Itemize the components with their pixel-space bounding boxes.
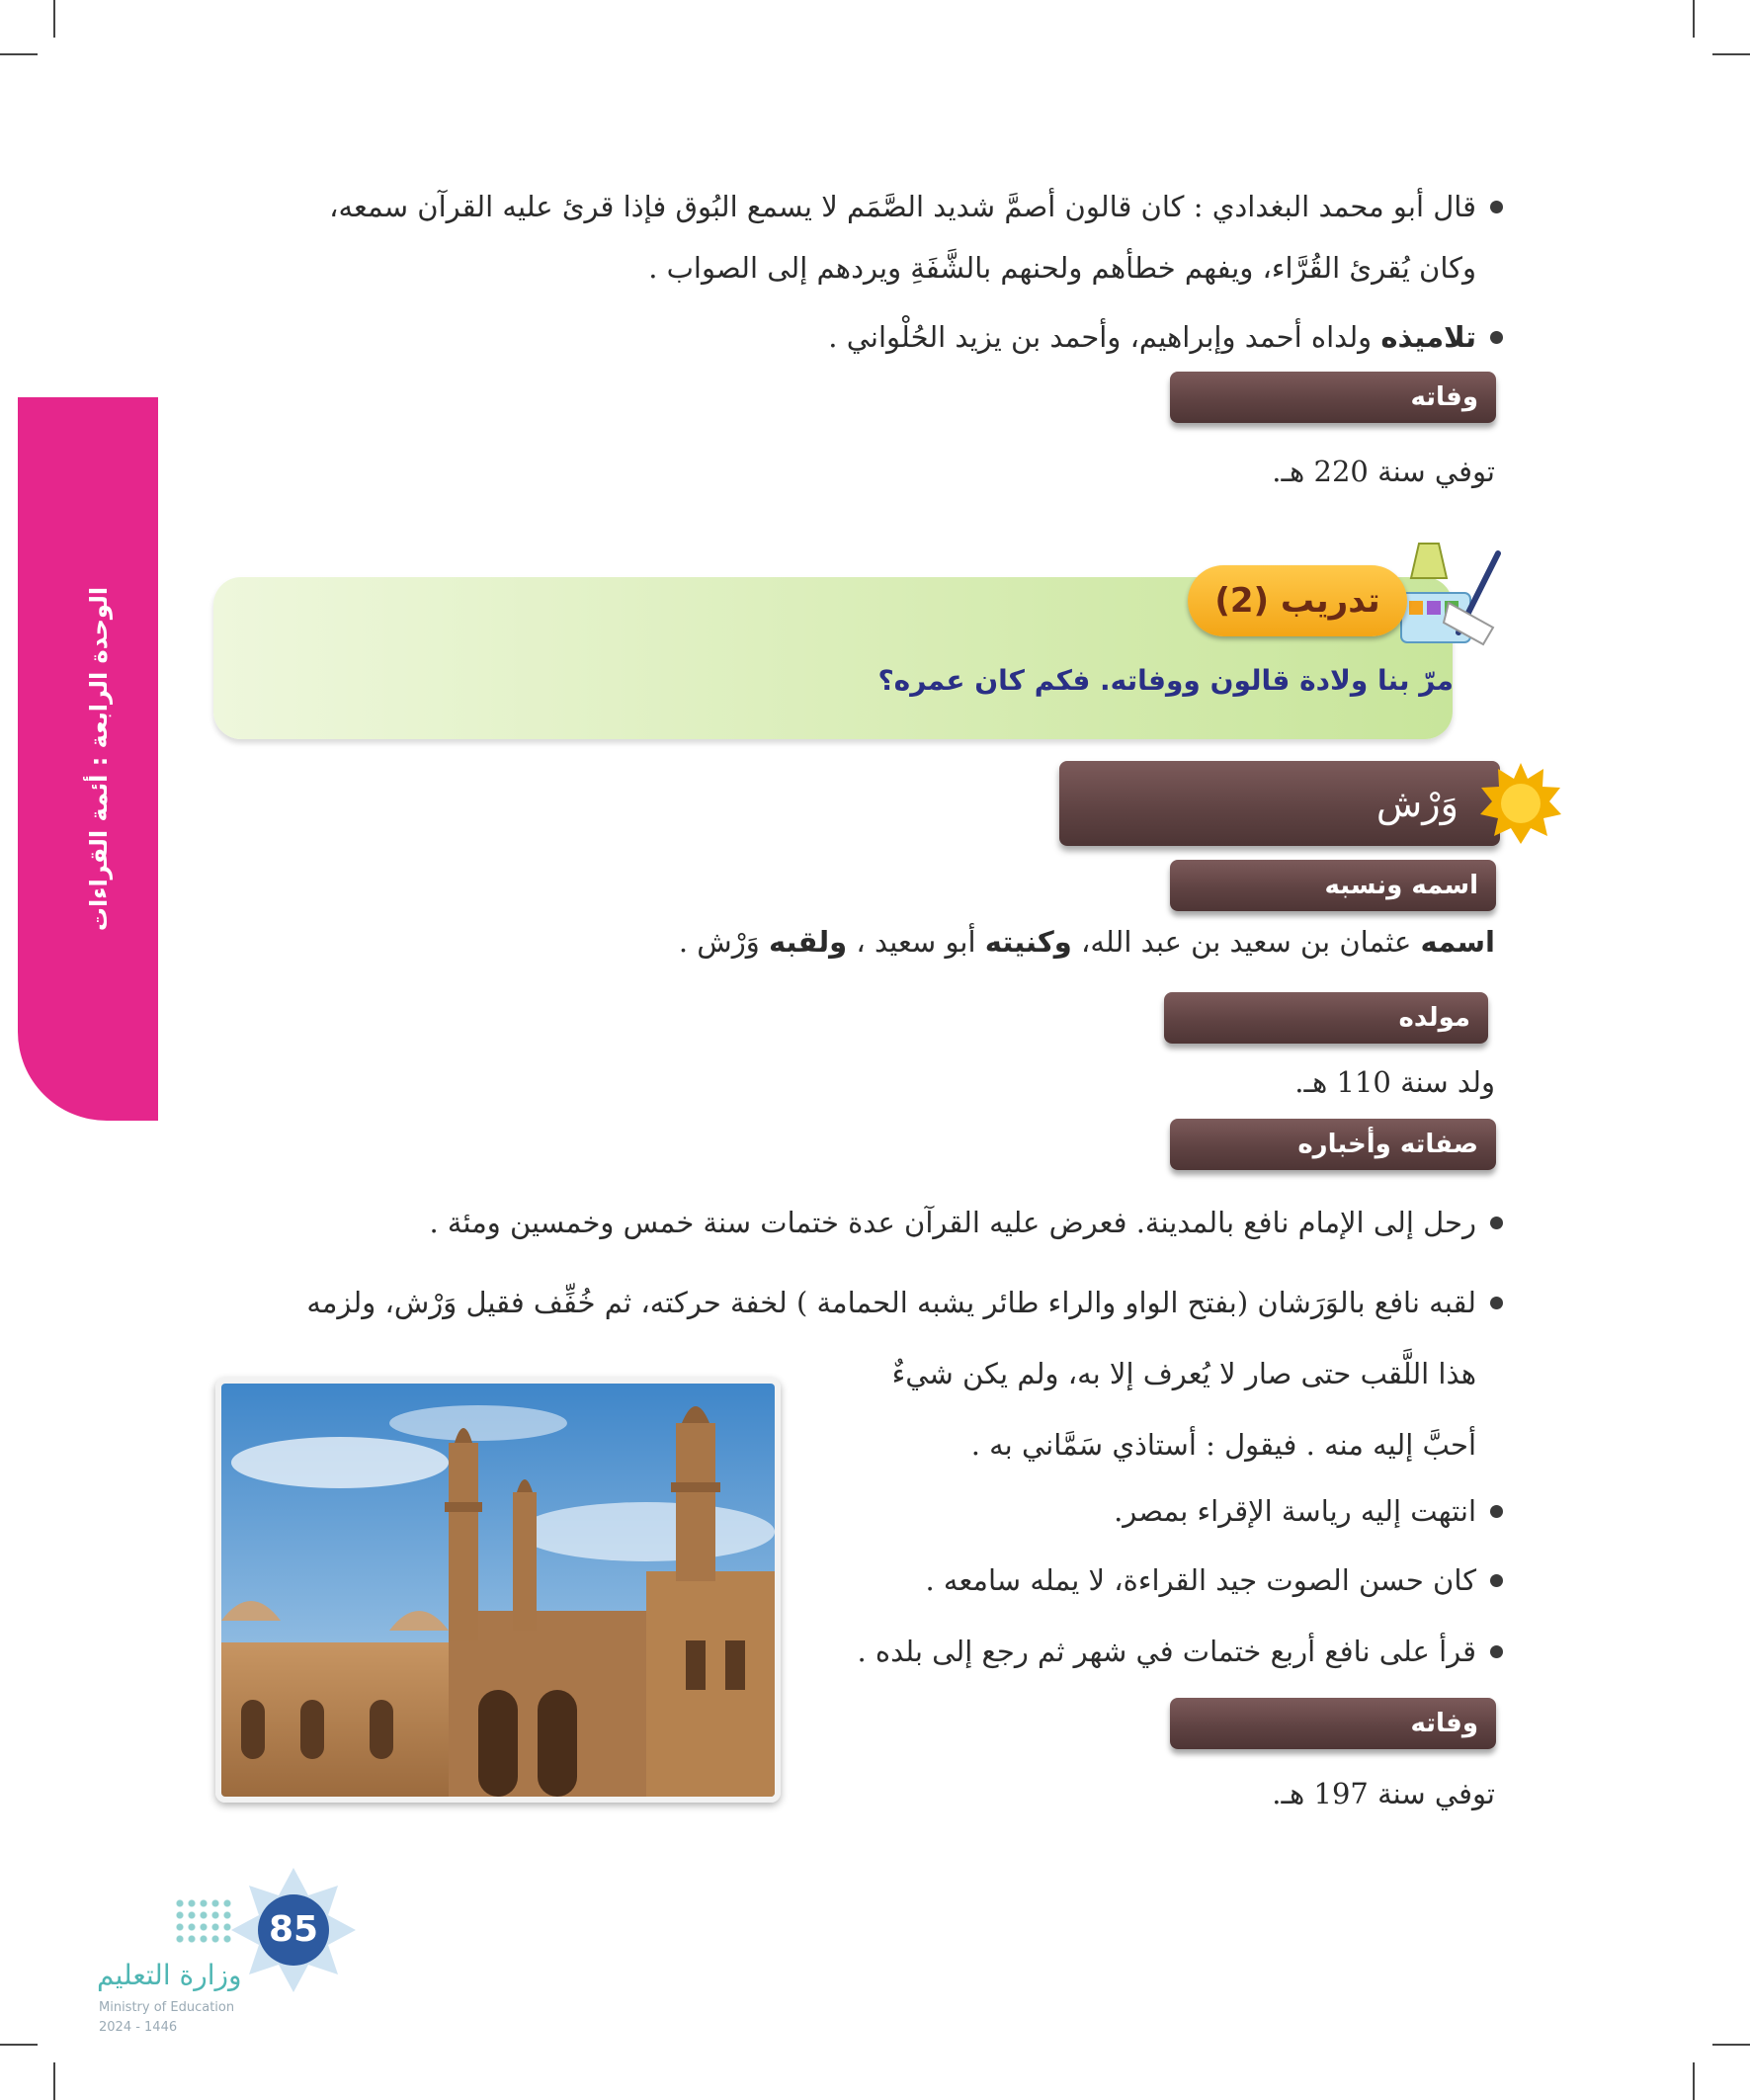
- qalun-death-text: توفي سنة 220 هـ.: [1272, 455, 1495, 488]
- qalun-death-heading: وفاته: [1170, 372, 1496, 423]
- crop-mark: [0, 53, 38, 55]
- crop-mark: [0, 2044, 38, 2046]
- ministry-name-ar: وزارة التعليم: [97, 1959, 242, 1991]
- mosque-illustration: [221, 1384, 775, 1797]
- kunya-value: أبو سعيد ،: [847, 925, 985, 959]
- students-text: ولداه أحمد وإبراهيم، وأحمد بن يزيد الحُلْواني .: [828, 320, 1381, 354]
- name-label: اسمه: [1420, 925, 1495, 959]
- crop-mark: [53, 0, 55, 38]
- crop-mark: [53, 2062, 55, 2100]
- ministry-name-en: Ministry of Education: [99, 2000, 235, 2015]
- page-number: 85: [268, 1909, 319, 1950]
- bullet-dot: [1490, 201, 1503, 213]
- exercise-question: مرّ بنا ولادة قالون ووفاته. فكم كان عمره؟: [877, 664, 1454, 697]
- crop-mark: [1712, 2044, 1750, 2046]
- bullet-dot: [1490, 1645, 1503, 1658]
- trait-5: [811, 1621, 1503, 1682]
- qalun-bullet-1: [258, 176, 1503, 298]
- warsh-death-text: توفي سنة 197 هـ.: [1272, 1777, 1495, 1810]
- trait-3: [811, 1480, 1503, 1542]
- sun-badge-icon: [1478, 761, 1563, 846]
- trait-4-text: كان حسن الصوت جيد القراءة، لا يمله سامعه .: [925, 1563, 1476, 1597]
- warsh-name-text: [679, 911, 1495, 972]
- ministry-logo-dots: [174, 1897, 233, 1943]
- qalun-bullet-1-line-1: قال أبو محمد البغدادي : كان قالون أصمَّ شديد الصَّمَم لا يسمع البُوق فإذا قرئ عليه القرآن سمعه،: [329, 190, 1476, 223]
- qalun-bullet-2: [258, 306, 1503, 368]
- mosque-photo: [215, 1378, 781, 1803]
- kunya-label: وكنيته: [984, 925, 1072, 959]
- warsh-death-heading: وفاته: [1170, 1698, 1496, 1749]
- name-value: عثمان بن سعيد بن عبد الله،: [1071, 925, 1421, 959]
- trait-3-text: انتهت إليه رياسة الإقراء بمصر.: [1114, 1494, 1476, 1528]
- trait-1: [258, 1192, 1503, 1253]
- unit-side-tab: [18, 397, 158, 1121]
- qalun-bullet-1-line-2: وكان يُقرئ القُرَّاء، ويفهم خطأهم ولحنهم بالشَّفَةِ ويردهم إلى الصواب .: [648, 251, 1476, 285]
- warsh-birth-text: ولد سنة 110 هـ.: [1294, 1065, 1495, 1099]
- students-label: تلاميذه: [1380, 320, 1476, 354]
- bullet-dot: [1490, 1217, 1503, 1229]
- trait-5-text: قرأ على نافع أربع ختمات في شهر ثم رجع إلى بلده .: [857, 1635, 1476, 1668]
- trait-2-line-3: أحبَّ إليه منه . فيقول : أستاذي سَمَّاني به .: [970, 1428, 1476, 1462]
- bullet-dot: [1490, 1505, 1503, 1518]
- warsh-name-heading: اسمه ونسبه: [1170, 860, 1496, 911]
- warsh-title: وَرْش: [1059, 761, 1500, 846]
- unit-label: الوحدة الرابعة : أئمة القراءات: [85, 586, 113, 932]
- crop-mark: [1693, 0, 1695, 38]
- crop-mark: [1693, 2062, 1695, 2100]
- bullet-dot: [1490, 331, 1503, 344]
- trait-2-line-2: هذا اللَّقب حتى صار لا يُعرف إلا به، ولم يكن شيءٌ: [891, 1357, 1476, 1390]
- bullet-dot: [1490, 1574, 1503, 1587]
- trait-1-text: رحل إلى الإمام نافع بالمدينة. فعرض عليه القرآن عدة ختمات سنة خمس وخمسين ومئة .: [429, 1206, 1476, 1239]
- bullet-dot: [1490, 1297, 1503, 1309]
- warsh-traits-heading: صفاته وأخباره: [1170, 1119, 1496, 1170]
- crop-mark: [1712, 53, 1750, 55]
- exercise-label: تدريب (2): [1188, 565, 1407, 636]
- trait-2-line-1: لقبه نافع بالوَرَشان (بفتح الواو والراء طائر يشبه الحمامة ) لخفة حركته، ثم خُفِّف فقيل وَرْش، ولزمه: [306, 1286, 1476, 1319]
- trait-4: [811, 1550, 1503, 1611]
- exercise-stationery-icon: [1389, 534, 1508, 662]
- laqab-label: ولقبه: [768, 925, 848, 959]
- warsh-birth-heading: مولده: [1164, 992, 1488, 1044]
- ministry-year: 2024 - 1446: [99, 2020, 178, 2035]
- laqab-value: وَرْش .: [678, 925, 769, 959]
